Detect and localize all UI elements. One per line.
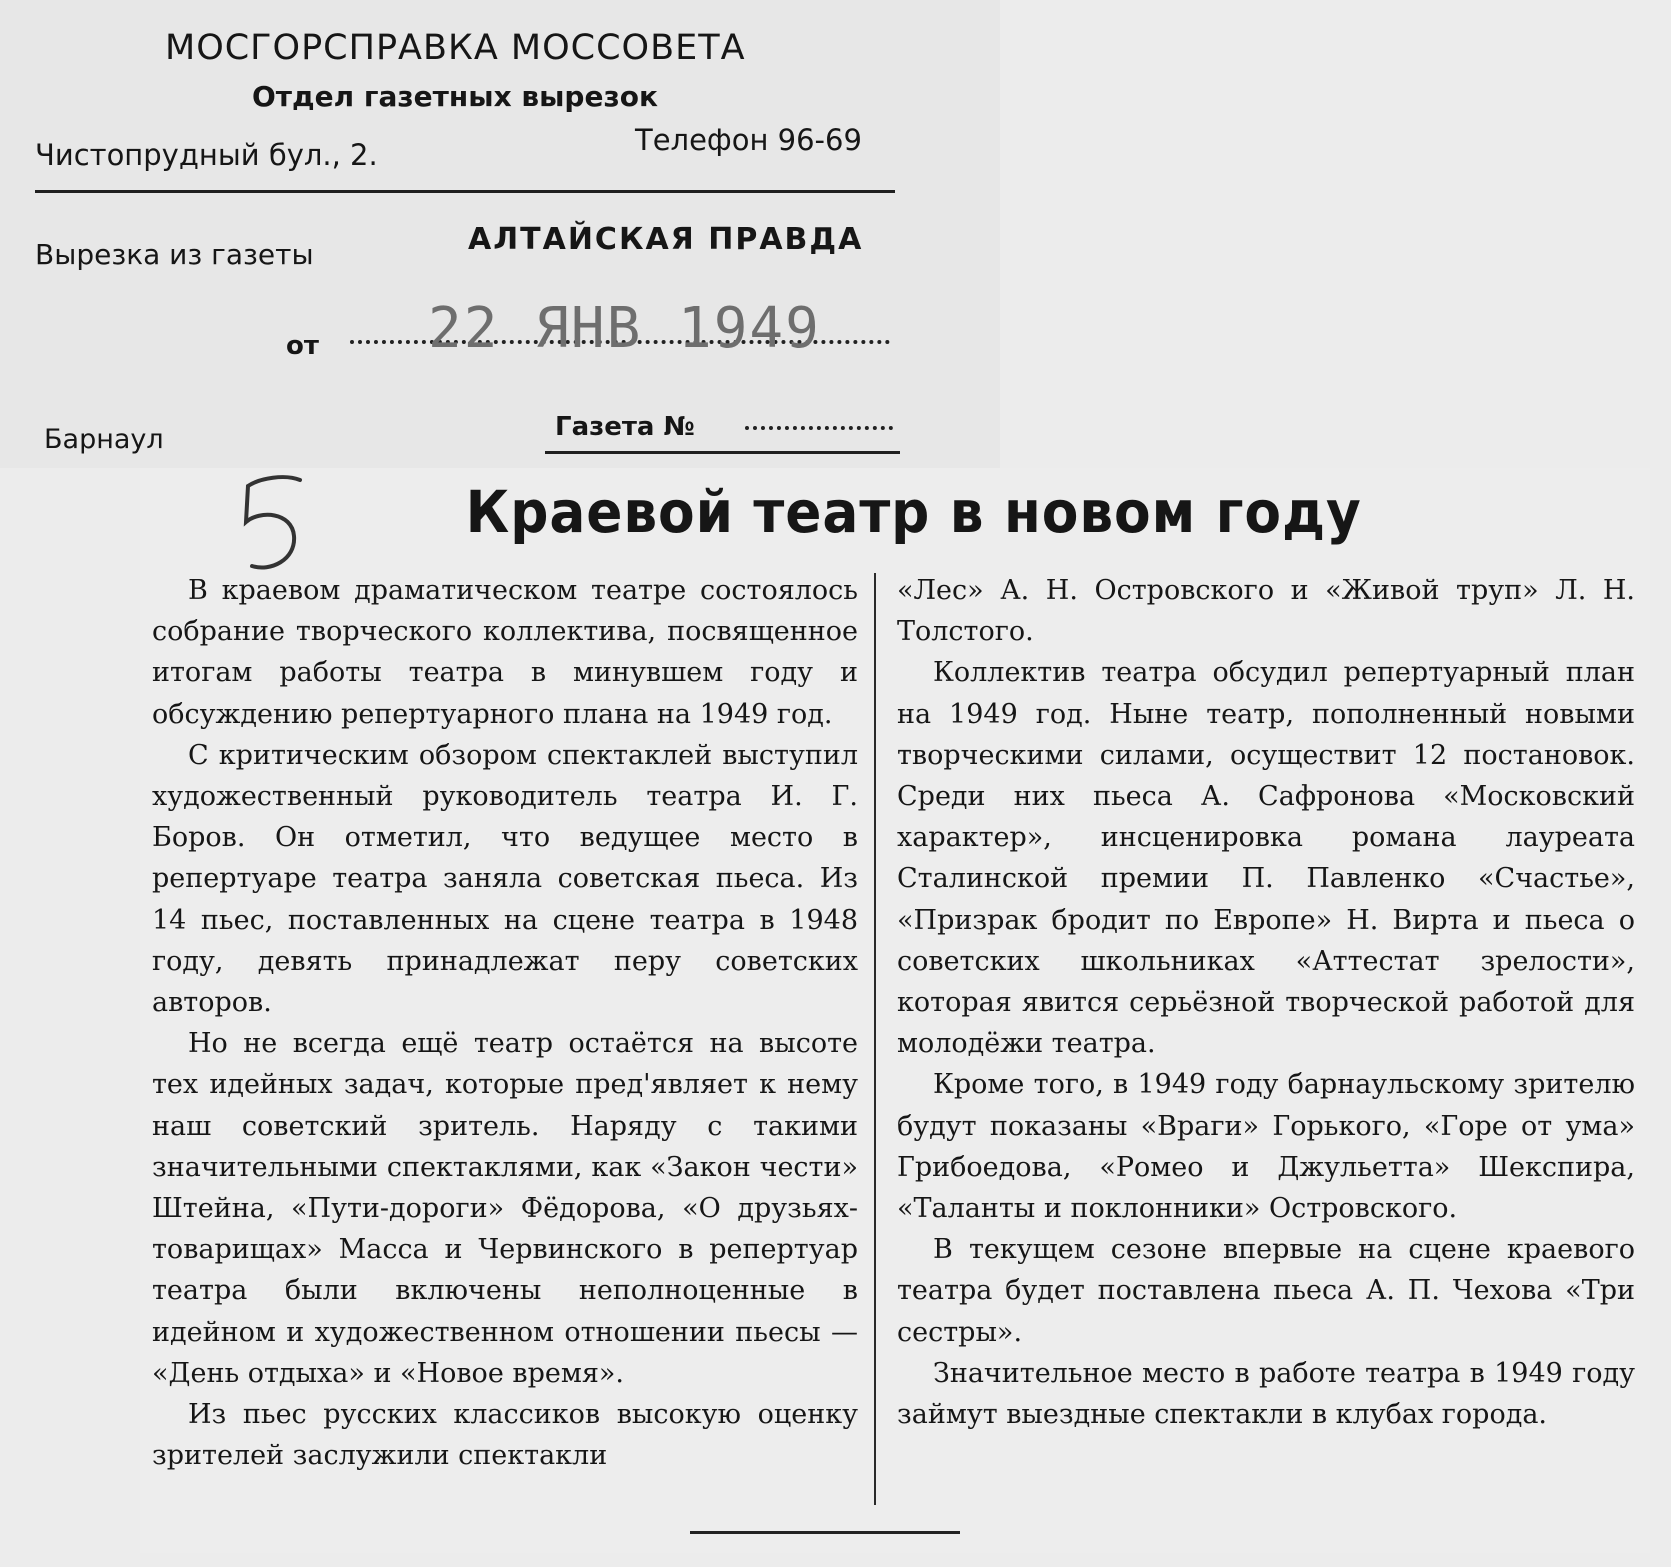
issue-number-label: Газета №: [555, 412, 695, 442]
date-stamp: 22 ЯНВ 1949: [428, 296, 821, 361]
paragraph: Коллектив театра обсудил репертуарный план на 1949 год. Ныне театр, пополненный новыми творческими силами, осуществит 12 постановок. Среди них пьеса А. Сафронова «Московский характер», инсценировка романа лауреата Сталинской премии П. Павленко «Счастье», «Призрак бродит по Европе» Н. Вирта и пьеса о советских школьниках «Аттестат зрелости», которая явится серьёзной творческой работой для молодёжи театра.: [897, 657, 1635, 1060]
service-address: Чистопрудный бул., 2.: [35, 138, 378, 172]
department-name: Отдел газетных вырезок: [252, 80, 658, 113]
article-end-rule: [690, 1531, 960, 1534]
article-headline: Краевой театр в новом году: [465, 478, 1362, 546]
issue-number-dotted-line: [745, 410, 893, 430]
column-divider: [874, 573, 876, 1505]
header-divider: [35, 190, 895, 193]
paragraph: В текущем сезоне впервые на сцене краевого театра будет поставлена пьеса А. П. Чехова «Три сестры».: [897, 1234, 1635, 1348]
paragraph: С критическим обзором спектаклей выступил художественный руководитель театра И. Г. Боров. Он отметил, что ведущее место в репертуаре театра заняла советская пьеса. Из 14 пьес, поставленных на сцене театра в 1948 году, девять принадлежат перу советских авторов.: [152, 739, 858, 1019]
article-left-column: [152, 570, 858, 1476]
paragraph: Из пьес русских классиков высокую оценку зрителей заслужили спектакли: [152, 1399, 858, 1472]
service-name: МОСГОРСПРАВКА МОССОВЕТА: [165, 28, 746, 68]
service-phone: Телефон 96-69: [635, 123, 862, 157]
paragraph-continued: «Лес» А. Н. Островского и «Живой труп» Л. Н. Толстого.: [897, 575, 1635, 648]
paragraph: Но не всегда ещё театр остаётся на высоте тех идейных задач, которые пред'являет к нему наш советский зритель. Наряду с такими значительными спектаклями, как «Закон чести» Штейна, «Пути-дороги» Фёдорова, «О друзьях-товарищах» Масса и Червинского в репертуар театра были включены неполноценные в идейном и художественном отношении пьесы — «День отдыха» и «Новое время».: [152, 1028, 858, 1389]
date-label: от: [286, 331, 319, 361]
paragraph: Значительное место в работе театра в 1949 году займут выездные спектакли в клубах города.: [897, 1357, 1635, 1431]
issue-number-underline: [545, 451, 900, 454]
article-right-column: [897, 570, 1635, 1435]
city-name: Барнаул: [44, 424, 164, 455]
clipping-label: Вырезка из газеты: [35, 238, 314, 271]
paragraph: В краевом драматическом театре состоялось собрание творческого коллектива, посвященное итогам работы театра в минувшем году и обсуждению репертуарного плана на 1949 год.: [152, 575, 858, 730]
paragraph: Кроме того, в 1949 году барнаульскому зрителю будут показаны «Враги» Горького, «Горе от ума» Грибоедова, «Ромео и Джульетта» Шекспира, «Таланты и поклонники» Островского.: [897, 1069, 1635, 1225]
newspaper-name: АЛТАЙСКАЯ ПРАВДА: [468, 222, 864, 257]
